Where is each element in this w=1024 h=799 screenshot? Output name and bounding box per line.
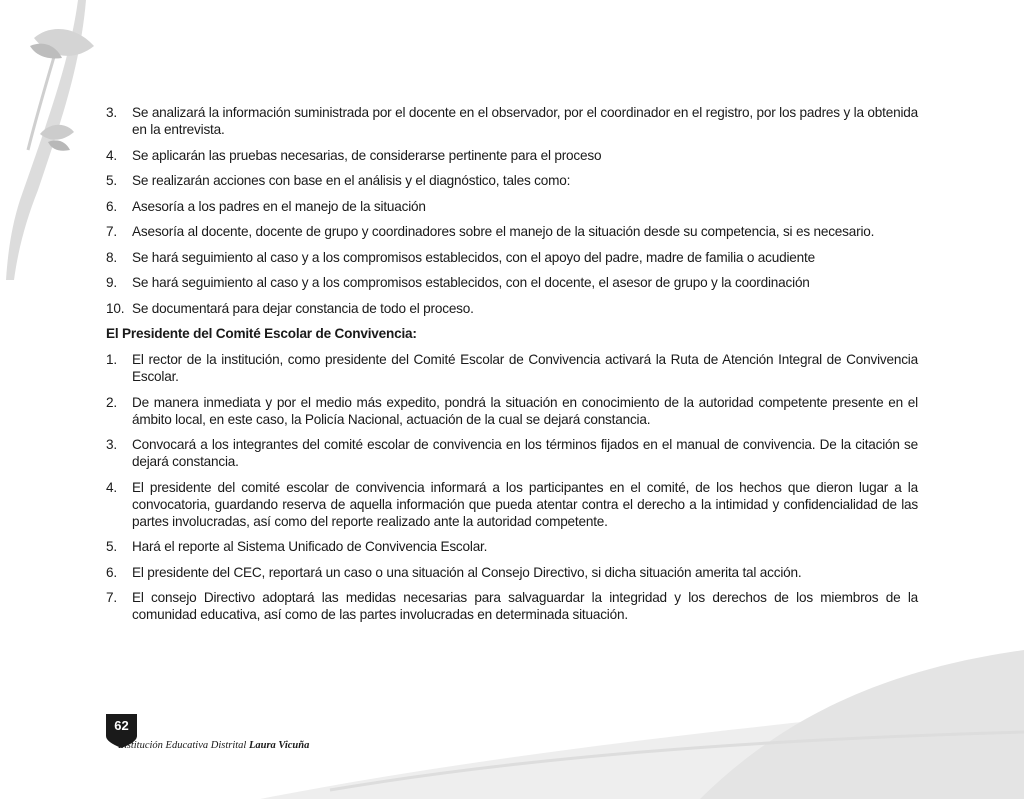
list-number: 4. (106, 147, 117, 163)
floral-decoration (0, 0, 120, 280)
list-item (106, 249, 918, 266)
list-text: De manera inmediata y por el medio más expedito, pondrá la situación en conocimiento de la autoridad competente presente en el ámbito local, en este caso, la Policía Nacional, actuación de la cual se dejará constancia. (132, 394, 918, 427)
list-number: 6. (106, 564, 117, 580)
list-item (106, 479, 918, 530)
list-item (106, 172, 918, 189)
list-item (106, 198, 918, 215)
wave-decoration (0, 640, 1024, 799)
list-item (106, 589, 918, 623)
list-number: 5. (106, 539, 117, 554)
list-number: 10. (106, 300, 125, 316)
footer-institution-name: Laura Vicuña (248, 740, 310, 751)
list-number: 8. (106, 249, 117, 265)
process-list (106, 104, 918, 317)
list-text: Se realizarán acciones con base en el análisis y el diagnóstico, tales como: (132, 173, 571, 188)
list-number: 3. (106, 105, 117, 120)
list-text: Hará el reporte al Sistema Unificado de Convivencia Escolar. (132, 539, 488, 554)
list-text: Convocará a los integrantes del comité escolar de convivencia en los términos fijados en el manual de convivencia. De la citación se dejará constancia. (132, 437, 918, 469)
list-item (106, 274, 918, 291)
list-text: Asesoría al docente, docente de grupo y coordinadores sobre el manejo de la situación desde su competencia, si es necesario. (132, 224, 875, 239)
list-number: 5. (106, 173, 117, 188)
president-list (106, 351, 918, 623)
list-number: 2. (106, 394, 117, 410)
list-number: 3. (106, 437, 117, 452)
section-heading: El Presidente del Comité Escolar de Convivencia: (106, 326, 417, 341)
list-number: 4. (106, 479, 117, 495)
document-body (106, 104, 918, 632)
list-item (106, 223, 918, 240)
page-number: 62 (114, 718, 129, 733)
list-text: Asesoría a los padres en el manejo de la situación (132, 198, 426, 214)
list-number: 7. (106, 590, 117, 605)
list-item (106, 564, 918, 581)
list-text: El consejo Directivo adoptará las medidas necesarias para salvaguardar la integridad y los derechos de los miembros de la comunidad educativa, así como de las partes involucradas en determinada situación. (132, 590, 918, 622)
list-number: 6. (106, 198, 117, 214)
list-item (106, 147, 918, 164)
list-text: Se analizará la información suministrada por el docente en el observador, por el coordinador en el registro, por los padres y la obtenida en la entrevista. (132, 105, 918, 137)
list-item (106, 104, 918, 138)
list-text: Se documentará para dejar constancia de todo el proceso. (132, 300, 474, 316)
list-text: El rector de la institución, como presidente del Comité Escolar de Convivencia activará la Ruta de Atención Integral de Convivencia Escolar. (132, 352, 918, 384)
footer-institution (118, 740, 309, 751)
list-item (106, 394, 918, 428)
footer-institution-prefix: Institución Educativa Distrital (118, 740, 249, 751)
list-item (106, 351, 918, 385)
list-text: Se hará seguimiento al caso y a los compromisos establecidos, con el docente, el asesor de grupo y la coordinación (132, 275, 810, 290)
list-number: 1. (106, 352, 117, 367)
list-number: 7. (106, 224, 117, 239)
list-text: El presidente del CEC, reportará un caso o una situación al Consejo Directivo, si dicha situación amerita tal acción. (132, 564, 802, 580)
list-item (106, 436, 918, 470)
list-text: Se aplicarán las pruebas necesarias, de considerarse pertinente para el proceso (132, 147, 602, 163)
list-text: Se hará seguimiento al caso y a los compromisos establecidos, con el apoyo del padre, madre de familia o acudiente (132, 249, 815, 265)
list-item (106, 300, 918, 317)
list-item (106, 538, 918, 555)
list-text: El presidente del comité escolar de convivencia informará a los participantes en el comité, de los hechos que dieron lugar a la convocatoria, guardando reserva de aquella información que pueda atentar contra el derecho a la intimidad y confidencialidad de las partes involucradas, así como del reporte realizado ante la autoridad competente. (132, 479, 918, 529)
list-number: 9. (106, 275, 117, 290)
